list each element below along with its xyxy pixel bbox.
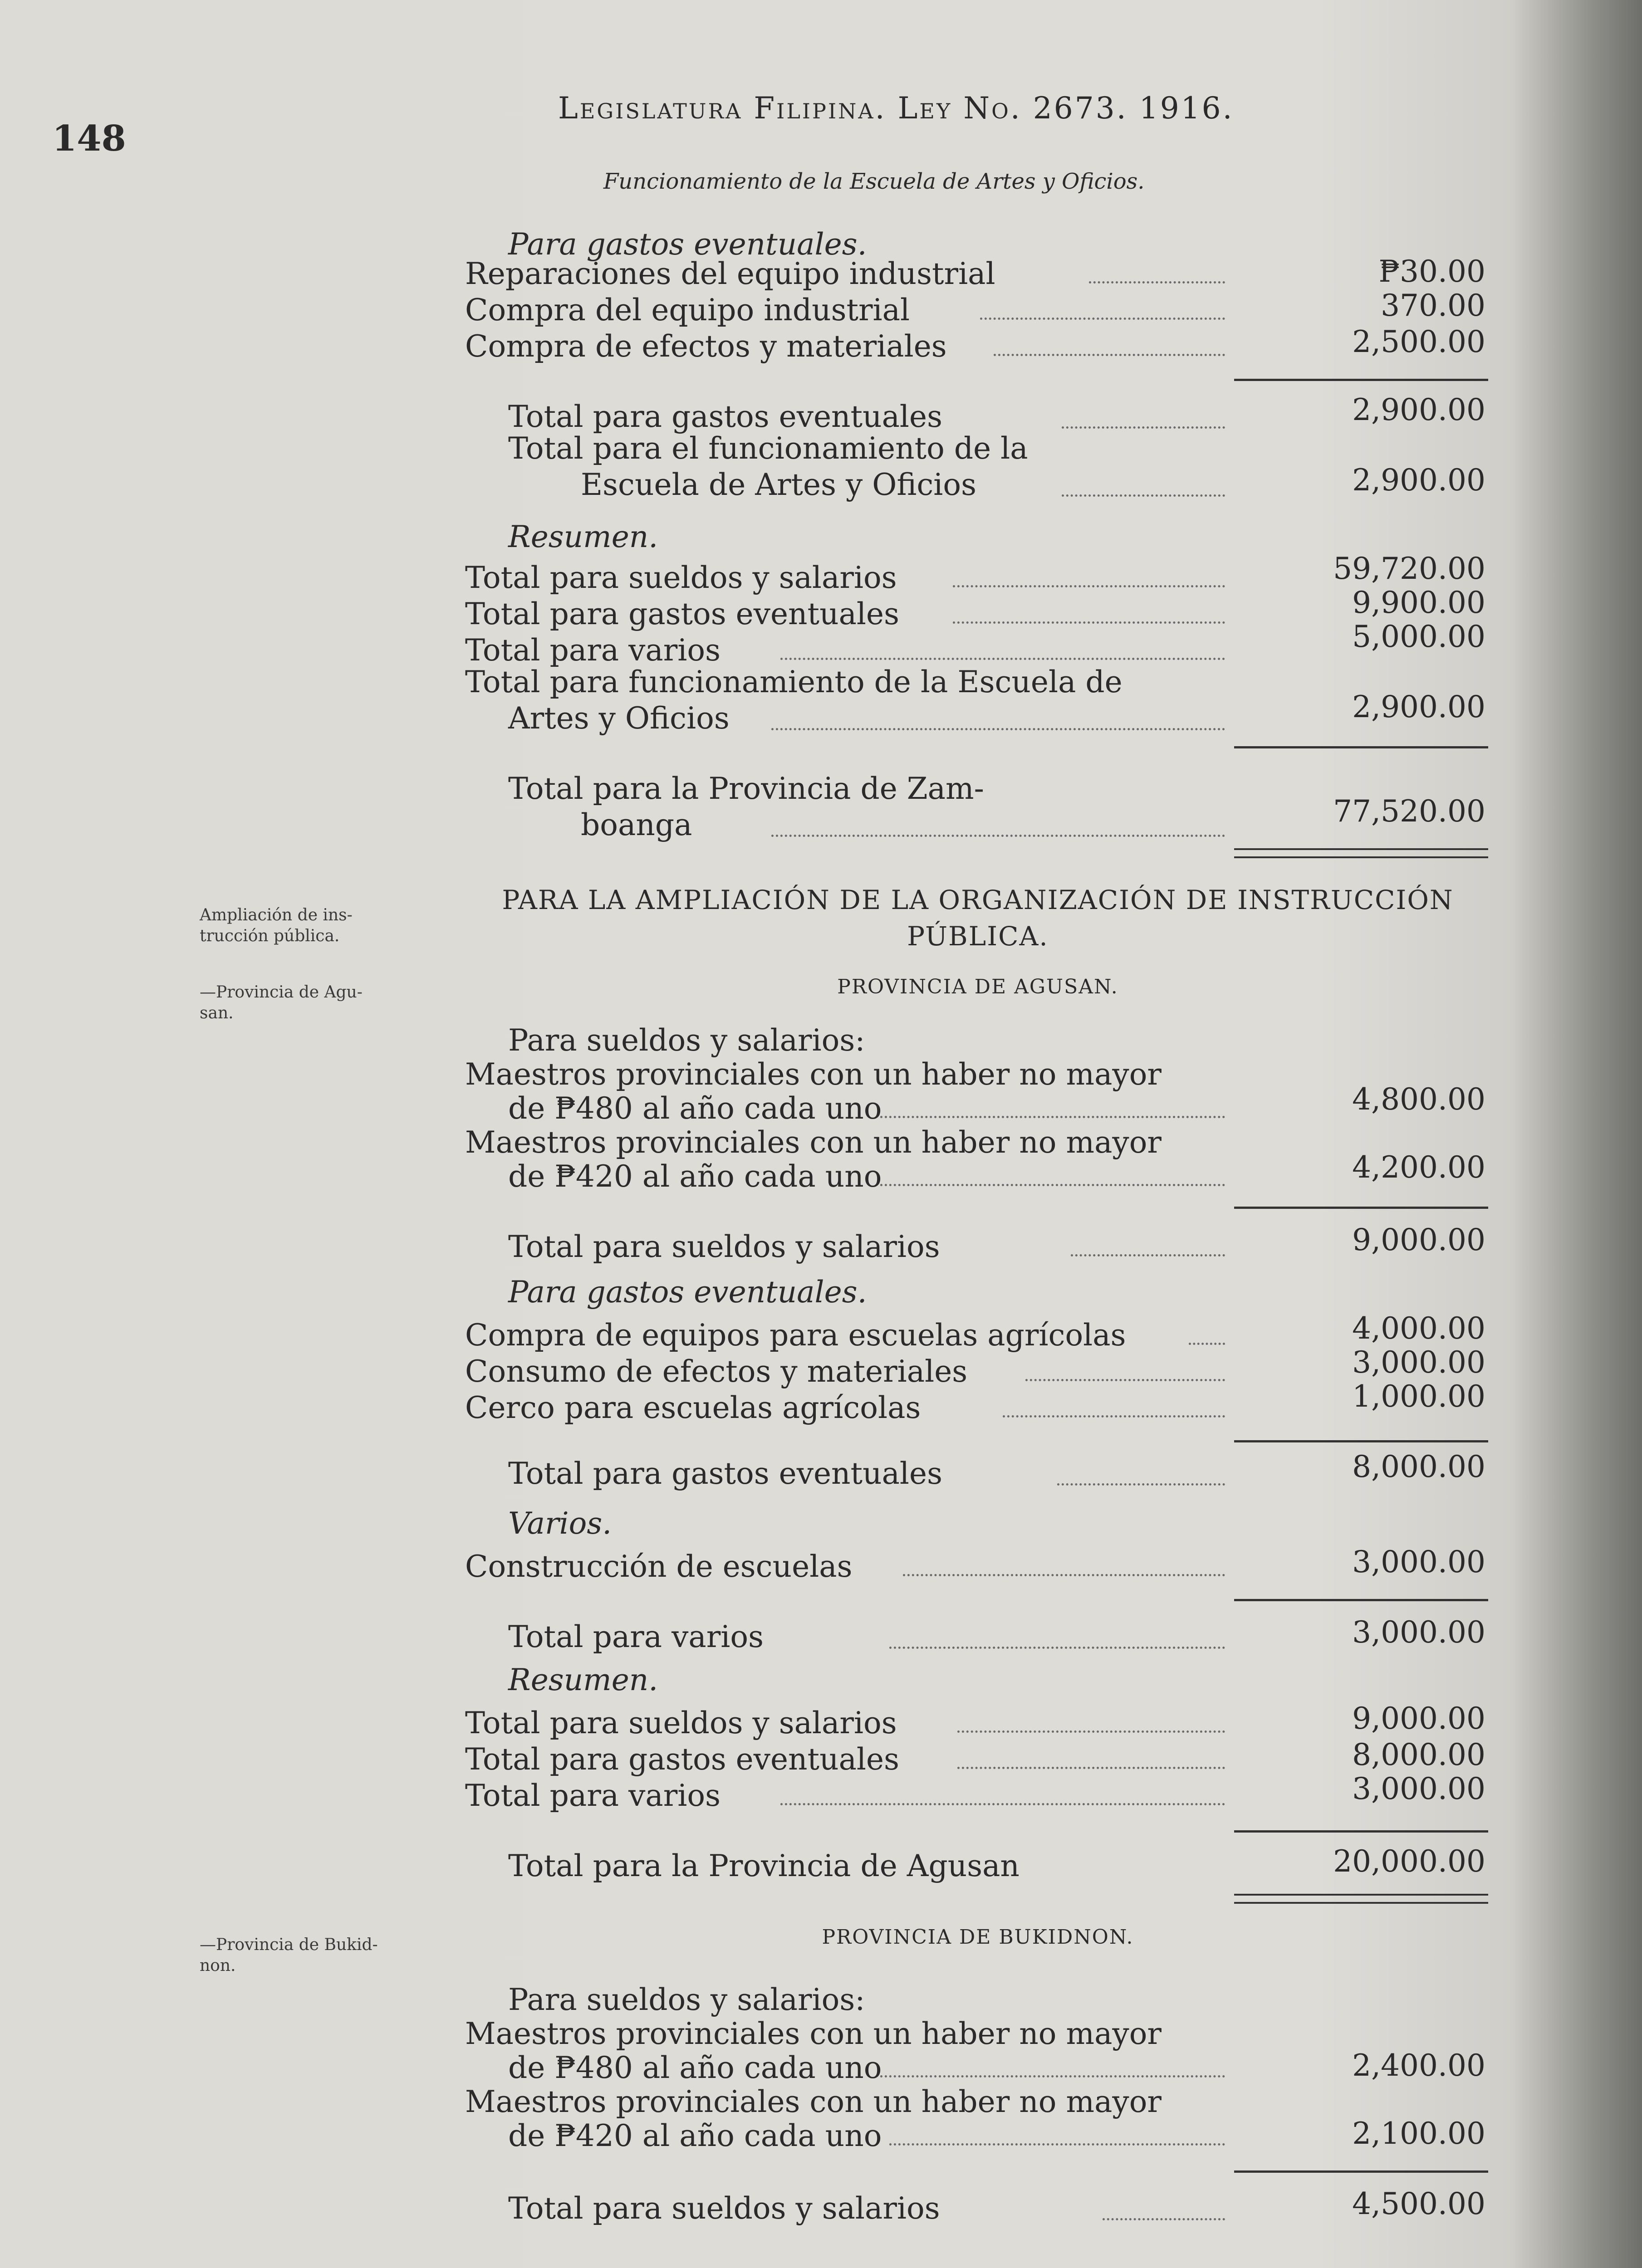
margin-note-line: —Provincia de Bukid- — [200, 1936, 378, 1954]
total-label: Total para el funcionamiento de la — [508, 431, 1028, 466]
subtotal-rule — [1234, 1207, 1488, 1209]
resumen-label: Total para gastos eventuales — [465, 1742, 899, 1777]
resumen-amount: 3,000.00 — [1352, 1771, 1485, 1806]
province-total-label: Total para la Provincia de Agusan — [508, 1848, 1020, 1883]
total-double-rule — [1234, 848, 1488, 858]
heading-sueldos: Para sueldos y salarios: — [508, 1982, 865, 2017]
total-label: Total para sueldos y salarios — [508, 2191, 940, 2226]
resumen-amount: 9,000.00 — [1352, 1701, 1485, 1736]
dot-leader — [1003, 1415, 1225, 1418]
section-subheader: Funcionamiento de la Escuela de Artes y Oficios. — [603, 169, 1145, 194]
margin-note-ampliacion — [200, 905, 353, 947]
line-item-amount: 1,000.00 — [1352, 1379, 1485, 1414]
total-amount: 8,000.00 — [1352, 1449, 1485, 1484]
subtotal-rule — [1234, 746, 1488, 748]
subtotal-rule — [1234, 1830, 1488, 1833]
dot-leader — [903, 1574, 1225, 1576]
line-item-amount: 4,800.00 — [1352, 1082, 1485, 1117]
dot-leader — [1057, 1483, 1225, 1486]
dot-leader — [1189, 1343, 1225, 1345]
resumen-amount: 2,900.00 — [1352, 689, 1485, 724]
dot-leader — [1062, 426, 1225, 429]
line-item-amount: 3,000.00 — [1352, 1545, 1485, 1579]
running-header: Legislatura Filipina. Ley No. 2673. 1916. — [558, 91, 1234, 126]
dot-leader — [994, 354, 1225, 356]
margin-note-line: Ampliación de ins- — [200, 906, 353, 924]
dot-leader — [1071, 1254, 1225, 1256]
line-item-label: Maestros provinciales con un haber no mayor — [465, 2016, 1162, 2051]
margin-note-bukidnon — [200, 1935, 378, 1976]
margin-note-line: san. — [200, 1004, 234, 1022]
line-item-label: Maestros provinciales con un haber no mayor — [465, 1057, 1162, 1092]
province-total-amount: 77,520.00 — [1333, 794, 1485, 829]
margin-note-line: —Provincia de Agu- — [200, 983, 363, 1002]
province-total-amount: 20,000.00 — [1333, 1844, 1485, 1879]
resumen-label: Total para sueldos y salarios — [465, 1706, 897, 1740]
line-item-amount: 2,500.00 — [1352, 324, 1485, 359]
line-item-label: Reparaciones del equipo industrial — [465, 256, 995, 291]
heading-gastos-eventuales: Para gastos eventuales. — [508, 1275, 867, 1310]
section-title: PARA LA AMPLIACIÓN DE LA ORGANIZACIÓN DE INSTRUCCIÓN — [502, 885, 1454, 915]
dot-leader — [957, 1767, 1225, 1769]
line-item-label-continued: de ₱420 al año cada uno — [508, 1159, 882, 1194]
line-item-amount: ₱30.00 — [1378, 254, 1485, 289]
total-label: Total para gastos eventuales — [508, 399, 942, 434]
dot-leader — [780, 1803, 1225, 1805]
heading-sueldos: Para sueldos y salarios: — [508, 1023, 865, 1058]
line-item-amount: 4,200.00 — [1352, 1150, 1485, 1185]
total-amount: 2,900.00 — [1352, 392, 1485, 427]
resumen-label: Total para varios — [465, 1778, 721, 1813]
province-total-label: Total para la Provincia de Zam- — [508, 771, 984, 806]
dot-leader — [889, 1647, 1225, 1649]
dot-leader — [889, 2143, 1225, 2146]
total-label: Total para gastos eventuales — [508, 1456, 942, 1491]
heading-resumen: Resumen. — [508, 519, 658, 554]
heading-resumen: Resumen. — [508, 1662, 658, 1697]
line-item-label: Consumo de efectos y materiales — [465, 1354, 968, 1389]
line-item-label: Maestros provinciales con un haber no mayor — [465, 1125, 1162, 1160]
line-item-label: Cerco para escuelas agrícolas — [465, 1390, 921, 1425]
total-amount: 2,900.00 — [1352, 463, 1485, 498]
dot-leader — [780, 658, 1225, 660]
heading-varios: Varios. — [508, 1506, 612, 1541]
dot-leader — [1089, 281, 1225, 284]
dot-leader — [771, 728, 1225, 730]
total-label: Total para sueldos y salarios — [508, 1229, 940, 1264]
dot-leader — [953, 621, 1225, 624]
dot-leader — [957, 1730, 1225, 1733]
subtotal-rule — [1234, 379, 1488, 381]
line-item-label: Maestros provinciales con un haber no mayor — [465, 2084, 1162, 2119]
total-amount: 4,500.00 — [1352, 2186, 1485, 2221]
resumen-label: Total para gastos eventuales — [465, 596, 899, 631]
line-item-label-continued: de ₱480 al año cada uno — [508, 1091, 882, 1126]
dot-leader — [880, 2075, 1225, 2077]
dot-leader — [980, 318, 1225, 320]
subtotal-rule — [1234, 1440, 1488, 1442]
line-item-label: Compra de efectos y materiales — [465, 329, 947, 364]
line-item-amount: 4,000.00 — [1352, 1311, 1485, 1346]
resumen-label-continued: Artes y Oficios — [508, 701, 730, 736]
dot-leader — [880, 1116, 1225, 1118]
dot-leader — [880, 1184, 1225, 1186]
margin-note-line: non. — [200, 1956, 236, 1975]
line-item-label-continued: de ₱420 al año cada uno — [508, 2118, 882, 2153]
dot-leader — [1103, 2218, 1225, 2220]
page-number: 148 — [52, 118, 126, 159]
line-item-label-continued: de ₱480 al año cada uno — [508, 2050, 882, 2085]
margin-note-agusan — [200, 982, 363, 1024]
dot-leader — [953, 585, 1225, 587]
resumen-amount: 8,000.00 — [1352, 1737, 1485, 1772]
section-title-continued: PÚBLICA. — [907, 921, 1049, 952]
resumen-amount: 59,720.00 — [1333, 551, 1485, 586]
line-item-amount: 370.00 — [1381, 288, 1485, 323]
heading-gastos-eventuales: Para gastos eventuales. — [508, 227, 867, 262]
province-title-agusan: PROVINCIA DE AGUSAN. — [837, 975, 1118, 998]
total-amount: 9,000.00 — [1352, 1222, 1485, 1257]
total-label: Total para varios — [508, 1619, 764, 1654]
resumen-label: Total para varios — [465, 633, 721, 668]
line-item-label: Compra del equipo industrial — [465, 293, 910, 327]
total-label-continued: Escuela de Artes y Oficios — [581, 467, 977, 502]
resumen-label: Total para funcionamiento de la Escuela de — [465, 665, 1122, 699]
margin-note-line: trucción pública. — [200, 927, 340, 945]
dot-leader — [771, 835, 1225, 837]
total-double-rule — [1234, 1894, 1488, 1904]
total-amount: 3,000.00 — [1352, 1615, 1485, 1650]
line-item-label: Compra de equipos para escuelas agrícolas — [465, 1318, 1126, 1353]
resumen-label: Total para sueldos y salarios — [465, 560, 897, 595]
subtotal-rule — [1234, 1599, 1488, 1601]
line-item-label: Construcción de escuelas — [465, 1549, 853, 1584]
resumen-amount: 5,000.00 — [1352, 619, 1485, 654]
line-item-amount: 3,000.00 — [1352, 1345, 1485, 1380]
line-item-amount: 2,100.00 — [1352, 2116, 1485, 2151]
dot-leader — [1062, 494, 1225, 497]
resumen-amount: 9,900.00 — [1352, 585, 1485, 620]
dot-leader — [1025, 1379, 1225, 1381]
line-item-amount: 2,400.00 — [1352, 2048, 1485, 2083]
province-title-bukidnon: PROVINCIA DE BUKIDNON. — [822, 1926, 1134, 1949]
province-total-label-continued: boanga — [581, 807, 692, 842]
subtotal-rule — [1234, 2170, 1488, 2173]
